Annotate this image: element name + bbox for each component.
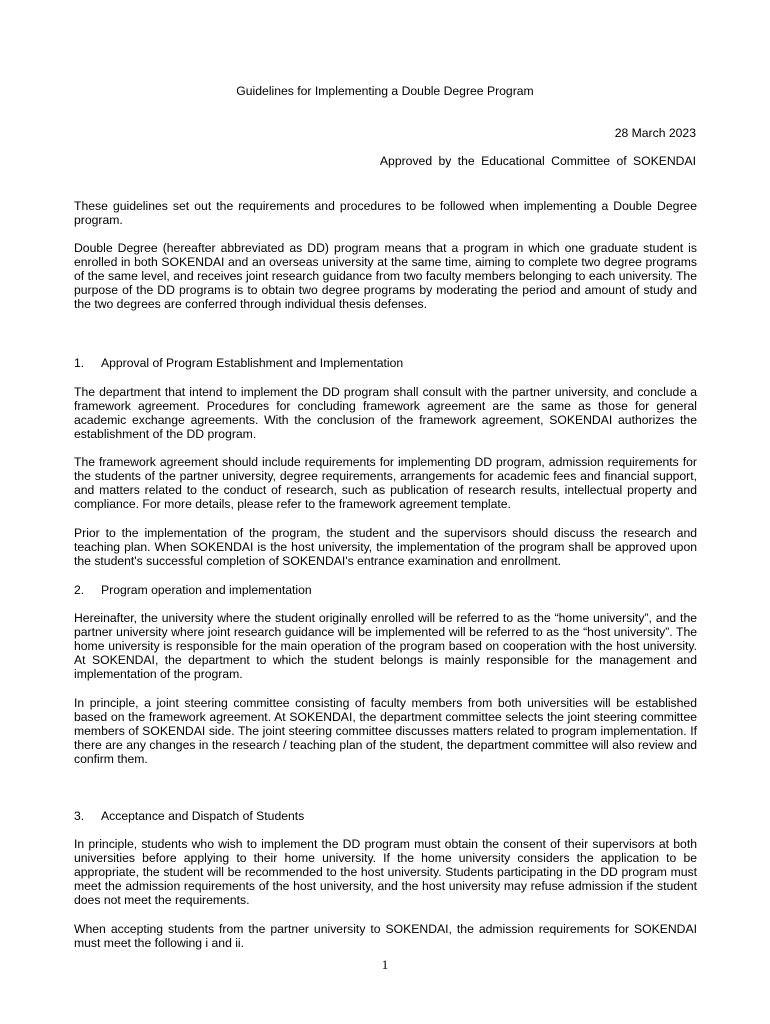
section-title: Program operation and implementation [101,583,312,597]
document-title: Guidelines for Implementing a Double Degree Program [236,84,534,98]
section-1-heading [74,355,697,371]
section-1-paragraph-3: Prior to the implementation of the program, the student and the supervisors should discuss the research and teaching plan. When SOKENDAI is the host university, the implementation of the program shall be approved upon the student's successful completion of SOKENDAI's entrance examination and enrollment. [74,526,697,568]
section-1-paragraph-1: The department that intend to implement the DD program shall consult with the partner university, and conclude a framework agreement. Procedures for concluding framework agreement are the same as those for general academic exchange agreements. With the conclusion of the framework agreement, SOKENDAI authorizes the establishment of the DD program. [74,385,697,441]
section-3-heading [74,808,697,824]
section-number: 2. [74,583,85,597]
section-3-paragraph-2: When accepting students from the partner university to SOKENDAI, the admission requirements for SOKENDAI must meet the following i and ii. [74,922,697,950]
section-1-paragraph-2: The framework agreement should include requirements for implementing DD program, admission requirements for the students of the partner university, degree requirements, arrangements for academic fees and financial support, and matters related to the conduct of research, such as publication of research results, intellectual property and compliance. For more details, please refer to the framework agreement template. [74,455,697,511]
section-title: Acceptance and Dispatch of Students [101,809,305,823]
page-number: 1 [381,957,389,972]
section-2-paragraph-2: In principle, a joint steering committee consisting of faculty members from both universities will be established based on the framework agreement. At SOKENDAI, the department committee selects the joint steering committee members of SOKENDAI side. The joint steering committee discusses matters related to program implementation. If there are any changes in the research / teaching plan of the student, the department committee will also review and confirm them. [74,696,697,766]
approval-line: Approved by the Educational Committee of SOKENDAI [379,154,696,168]
intro-paragraph-2: Double Degree (hereafter abbreviated as DD) program means that a program in which one graduate student is enrolled in both SOKENDAI and an overseas university at the same time, aiming to complete two degree programs of the same level, and receives joint research guidance from two faculty members belonging to each university. The purpose of the DD programs is to obtain two degree programs by moderating the period and amount of study and the two degrees are conferred through individual thesis defenses. [74,241,697,311]
section-number: 1. [74,356,85,370]
document-date: 28 March 2023 [614,126,696,140]
intro-paragraph-1: These guidelines set out the requirements and procedures to be followed when implementing a Double Degree program. [74,199,697,227]
section-title: Approval of Program Establishment and Implementation [101,356,404,370]
section-3-paragraph-1: In principle, students who wish to implement the DD program must obtain the consent of their supervisors at both universities before applying to their home university. If the home university considers the application to be appropriate, the student will be recommended to the host university. Students participating in the DD program must meet the admission requirements of the host university, and the host university may refuse admission if the student does not meet the requirements. [74,837,697,907]
section-2-heading [74,582,697,598]
section-number: 3. [74,809,85,823]
section-2-paragraph-1: Hereinafter, the university where the student originally enrolled will be referred to as the “home university”, and the partner university where joint research guidance will be implemented will be referred to as the “host university”. The home university is responsible for the main operation of the program based on cooperation with the host university. At SOKENDAI, the department to which the student belongs is mainly responsible for the management and implementation of the program. [74,611,697,681]
